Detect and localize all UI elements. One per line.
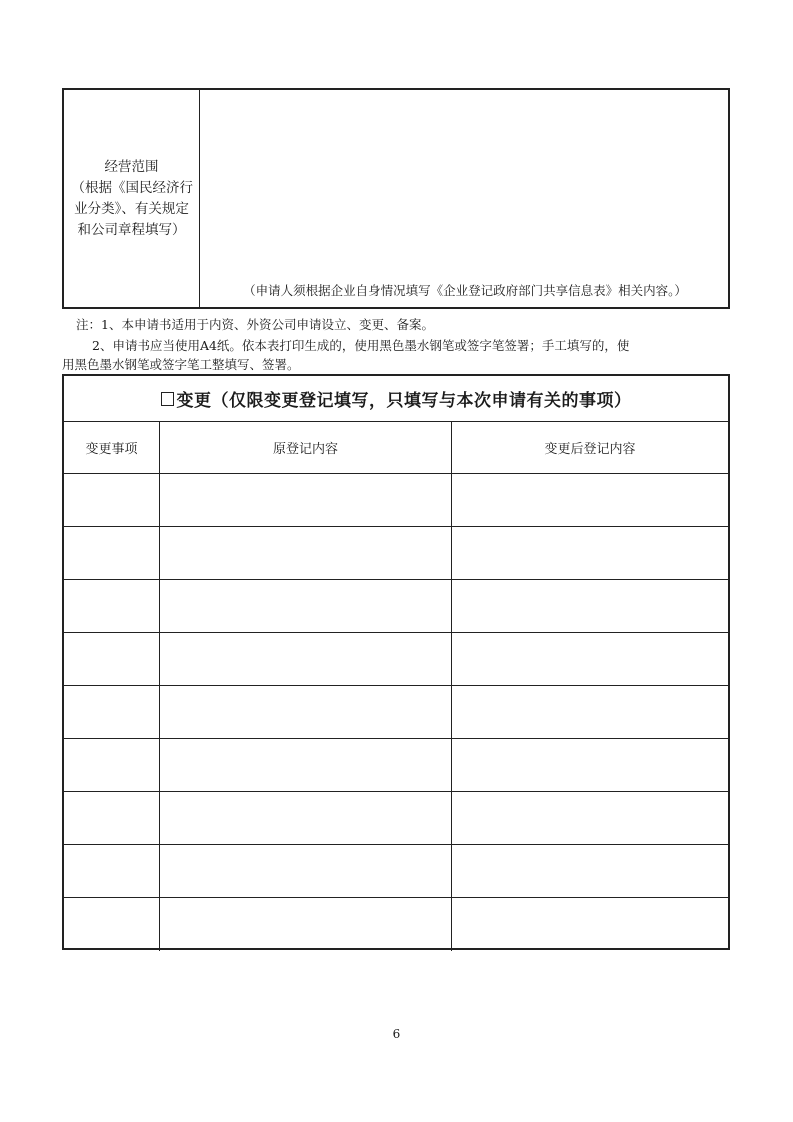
change-item-cell[interactable] [64, 686, 160, 739]
new-content-cell[interactable] [452, 527, 728, 580]
business-scope-label-cell [64, 90, 200, 307]
change-item-cell[interactable] [64, 580, 160, 633]
business-scope-input-area[interactable] [200, 90, 728, 307]
change-item-cell[interactable] [64, 527, 160, 580]
change-section-title-text: 变更（仅限变更登记填写，只填写与本次申请有关的事项） [176, 391, 632, 411]
change-item-cell[interactable] [64, 845, 160, 898]
original-content-cell[interactable] [160, 633, 452, 686]
note-line-1: 注：1、本申请书适用于内资、外资公司申请设立、变更、备案。 [76, 317, 434, 332]
original-content-cell[interactable] [160, 792, 452, 845]
note-line-2-continued: 用黑色墨水钢笔或签字笔工整填写、签署。 [62, 357, 300, 372]
business-scope-label-line: 业分类》、有关规定 [74, 200, 189, 217]
new-content-cell[interactable] [452, 792, 728, 845]
new-content-cell[interactable] [452, 739, 728, 792]
business-scope-label-line: 经营范围 [104, 158, 159, 175]
page-number: 6 [392, 1027, 401, 1041]
change-item-cell[interactable] [64, 792, 160, 845]
original-content-cell[interactable] [160, 898, 452, 951]
change-item-cell[interactable] [64, 633, 160, 686]
business-scope-table [62, 88, 730, 309]
change-item-cell[interactable] [64, 474, 160, 527]
original-content-cell[interactable] [160, 739, 452, 792]
change-item-cell[interactable] [64, 898, 160, 951]
original-content-cell[interactable] [160, 845, 452, 898]
business-scope-note: （申请人须根据企业自身情况填写《企业登记政府部门共享信息表》相关内容。） [243, 283, 687, 298]
note-line-2: 2、申请书应当使用A4纸。依本表打印生成的，使用黑色墨水钢笔或签字笔签署；手工填写的，使 [92, 338, 630, 353]
original-content-cell[interactable] [160, 474, 452, 527]
checkbox-icon[interactable] [161, 392, 174, 406]
business-scope-label-line: （根据《国民经济行 [71, 179, 193, 196]
change-item-cell[interactable] [64, 739, 160, 792]
new-content-cell[interactable] [452, 633, 728, 686]
new-content-cell[interactable] [452, 580, 728, 633]
change-registration-table [62, 374, 730, 950]
original-content-cell[interactable] [160, 686, 452, 739]
new-content-cell[interactable] [452, 474, 728, 527]
column-header-original-content: 原登记内容 [160, 422, 452, 474]
new-content-cell[interactable] [452, 898, 728, 951]
business-scope-label-line: 和公司章程填写） [77, 221, 186, 238]
change-grid [64, 422, 728, 951]
column-header-new-content: 变更后登记内容 [452, 422, 728, 474]
business-scope-label [72, 157, 192, 241]
change-section-title [64, 376, 728, 422]
new-content-cell[interactable] [452, 686, 728, 739]
column-header-change-item: 变更事项 [64, 422, 160, 474]
original-content-cell[interactable] [160, 580, 452, 633]
original-content-cell[interactable] [160, 527, 452, 580]
new-content-cell[interactable] [452, 845, 728, 898]
